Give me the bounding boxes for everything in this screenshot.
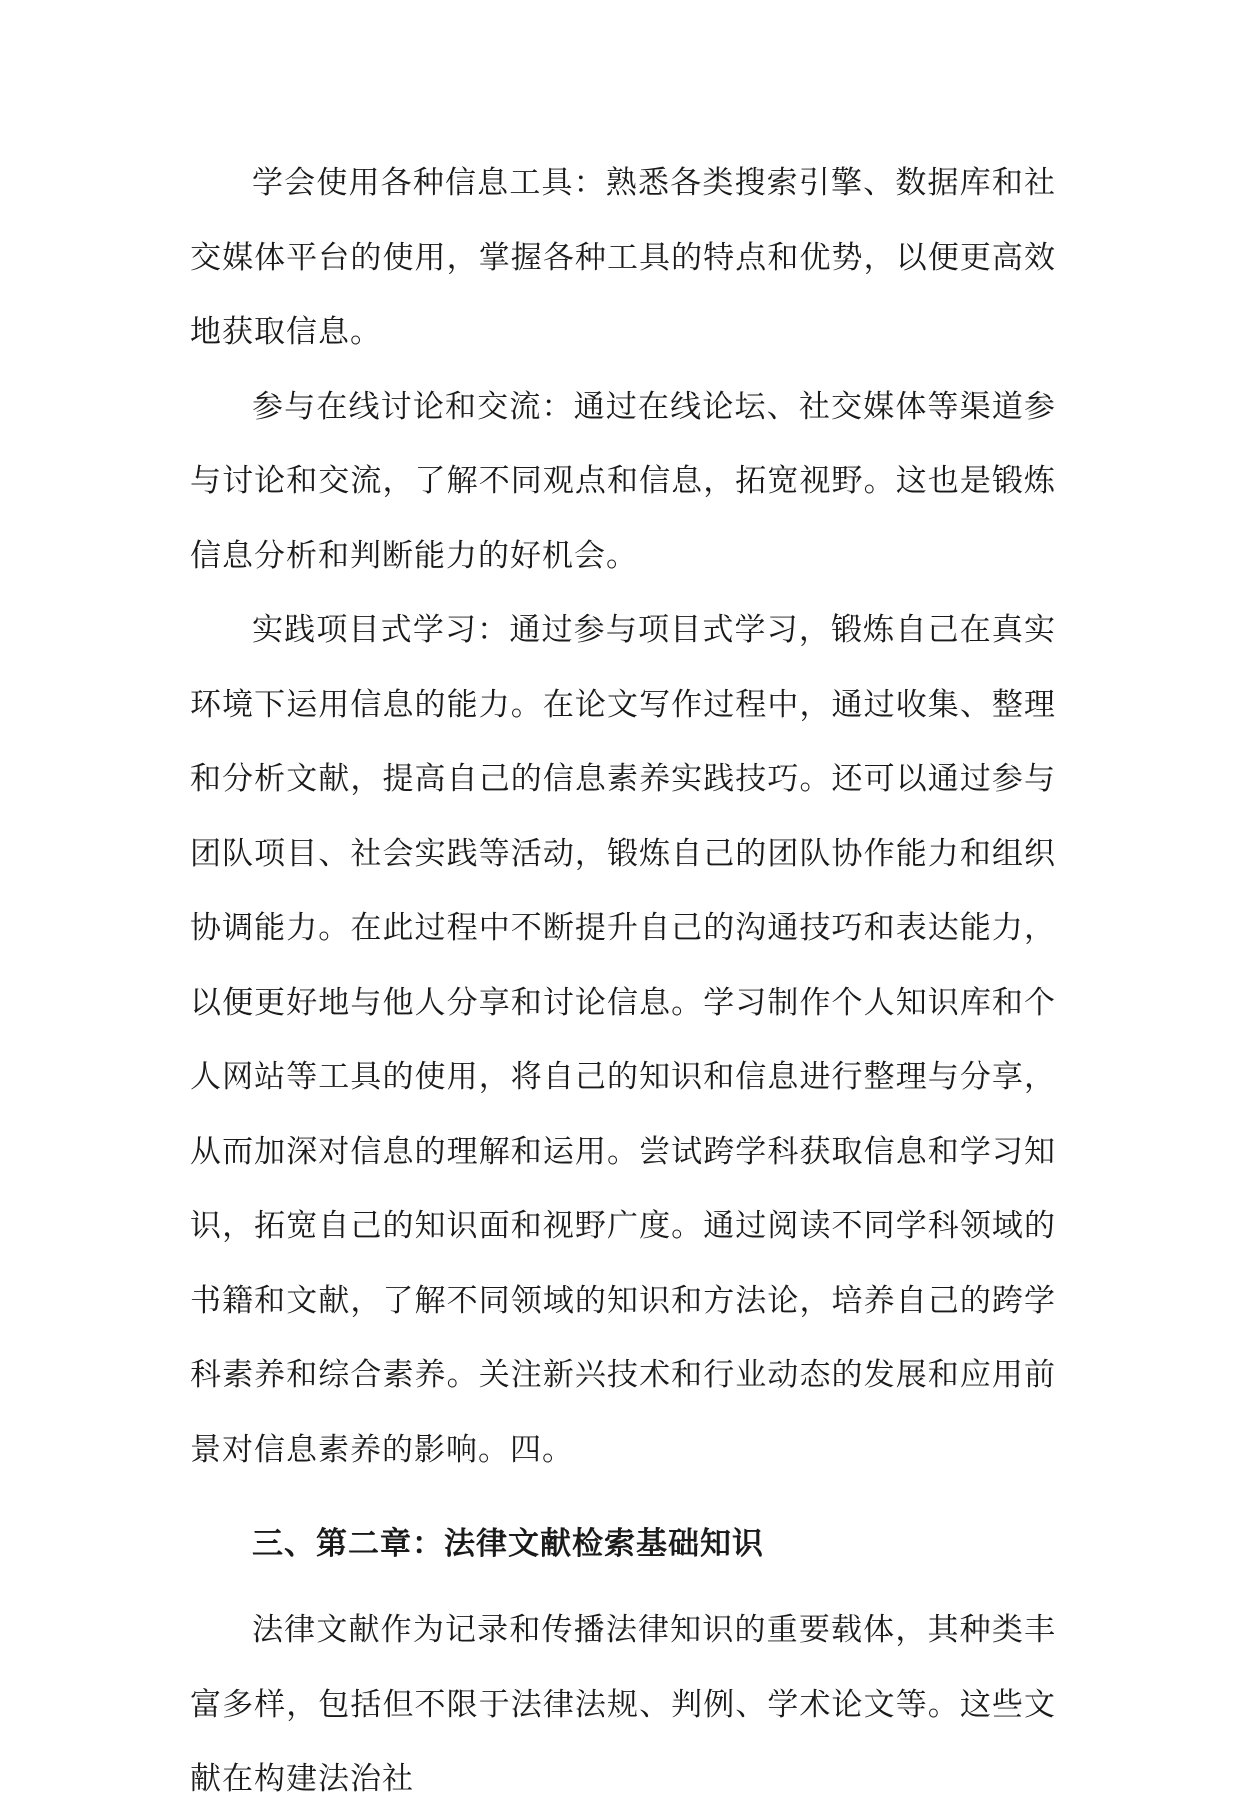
paragraph-project-learning: 实践项目式学习：通过参与项目式学习，锻炼自己在真实环境下运用信息的能力。在论文写作过程中，通过收集、整理和分析文献，提高自己的信息素养实践技巧。还可以通过参与团队项目、社会实践等活动，锻炼自己的团队协作能力和组织协调能力。在此过程中不断提升自己的沟通技巧和表达能力，以便更好地与他人分享和讨论信息。学习制作个人知识库和个人网站等工具的使用，将自己的知识和信息进行整理与分享，从而加深对信息的理解和运用。尝试跨学科获取信息和学习知识，拓宽自己的知识面和视野广度。通过阅读不同学科领域的书籍和文献，了解不同领域的知识和方法论，培养自己的跨学科素养和综合素养。关注新兴技术和行业动态的发展和应用前景对信息素养的影响。四。: [190, 612, 1056, 1468]
paragraph-legal-literature: 法律文献作为记录和传播法律知识的重要载体，其种类丰富多样，包括但不限于法律法规、判例、学术论文等。这些文献在构建法治社: [190, 1612, 1056, 1797]
section-heading: 三、第二章：法律文献检索基础知识: [252, 1526, 764, 1562]
paragraph-online-discussion: 参与在线讨论和交流：通过在线论坛、社交媒体等渠道参与讨论和交流，了解不同观点和信息，拓宽视野。这也是锻炼信息分析和判断能力的好机会。: [190, 388, 1056, 574]
document-body: [190, 146, 1056, 1817]
paragraph-info-tools: 学会使用各种信息工具：熟悉各类搜索引擎、数据库和社交媒体平台的使用，掌握各种工具的特点和优势，以便更高效地获取信息。: [190, 165, 1056, 350]
